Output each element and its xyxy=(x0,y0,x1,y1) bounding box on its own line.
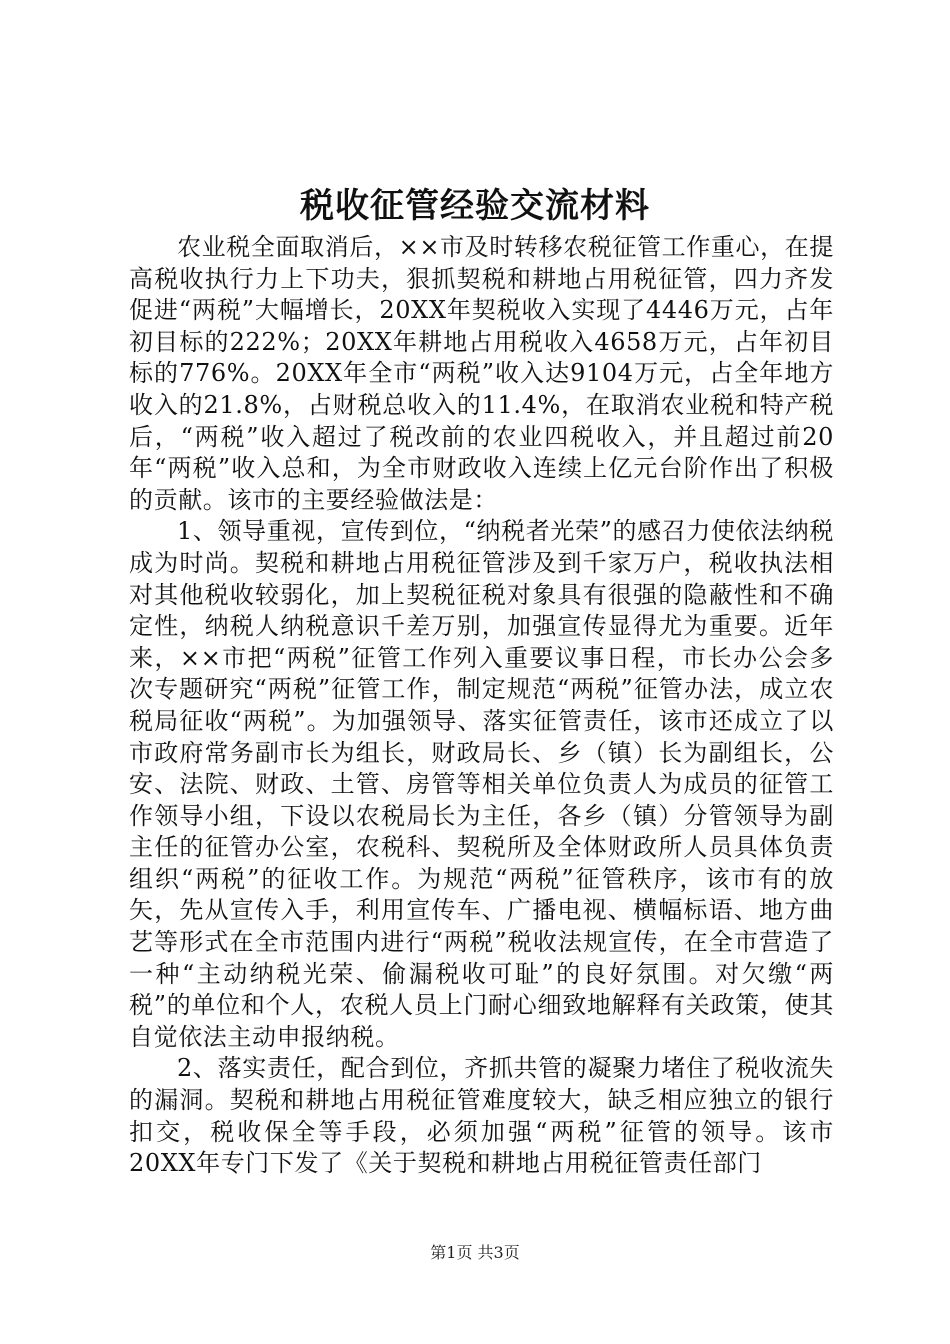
paragraph-intro: 农业税全面取消后，××市及时转移农税征管工作重心，在提高税收执行力上下功夫，狠抓契税和耕地占用税征管，四力齐发促进“两税”大幅增长，20XX年契税收入实现了4446万元，占年初目标的222%；20XX年耕地占用税收入4658万元，占年初目标的776%。20XX年全市“两税”收入达9104万元，占全年地方收入的21.8%，占财税总收入的11.4%，在取消农业税和特产税后，“两税”收入超过了税改前的农业四税收入，并且超过前20年“两税”收入总和，为全市财政收入连续上亿元台阶作出了积极的贡献。该市的主要经验做法是： xyxy=(129,233,834,514)
page-number-footer: 第1页 共3页 xyxy=(430,1243,520,1262)
document-body xyxy=(129,232,834,1180)
document-title: 税收征管经验交流材料 xyxy=(300,186,650,226)
paragraph-point-1: 1、领导重视，宣传到位，“纳税者光荣”的感召力使依法纳税成为时尚。契税和耕地占用税征管涉及到千家万户，税收执法相对其他税收较弱化，加上契税征税对象具有很强的隐蔽性和不确定性，纳税人纳税意识千差万别，加强宣传显得尤为重要。近年来，××市把“两税”征管工作列入重要议事日程，市长办公会多次专题研究“两税”征管工作，制定规范“两税”征管办法，成立农税局征收“两税”。为加强领导、落实征管责任，该市还成立了以市政府常务副市长为组长，财政局长、乡（镇）长为副组长，公安、法院、财政、土管、房管等相关单位负责人为成员的征管工作领导小组，下设以农税局长为主任，各乡（镇）分管领导为副主任的征管办公室，农税科、契税所及全体财政所人员具体负责组织“两税”的征收工作。为规范“两税”征管秩序，该市有的放矢，先从宣传入手，利用宣传车、广播电视、横幅标语、地方曲艺等形式在全市范围内进行“两税”税收法规宣传，在全市营造了一种“主动纳税光荣、偷漏税收可耻”的良好氛围。对欠缴“两税”的单位和个人，农税人员上门耐心细致地解释有关政策，使其自觉依法主动申报纳税。 xyxy=(129,517,834,1051)
paragraph-point-2: 2、落实责任，配合到位，齐抓共管的凝聚力堵住了税收流失的漏洞。契税和耕地占用税征管难度较大，缺乏相应独立的银行扣交，税收保全等手段，必须加强“两税”征管的领导。该市20XX年专门下发了《关于契税和耕地占用税征管责任部门 xyxy=(129,1054,834,1178)
